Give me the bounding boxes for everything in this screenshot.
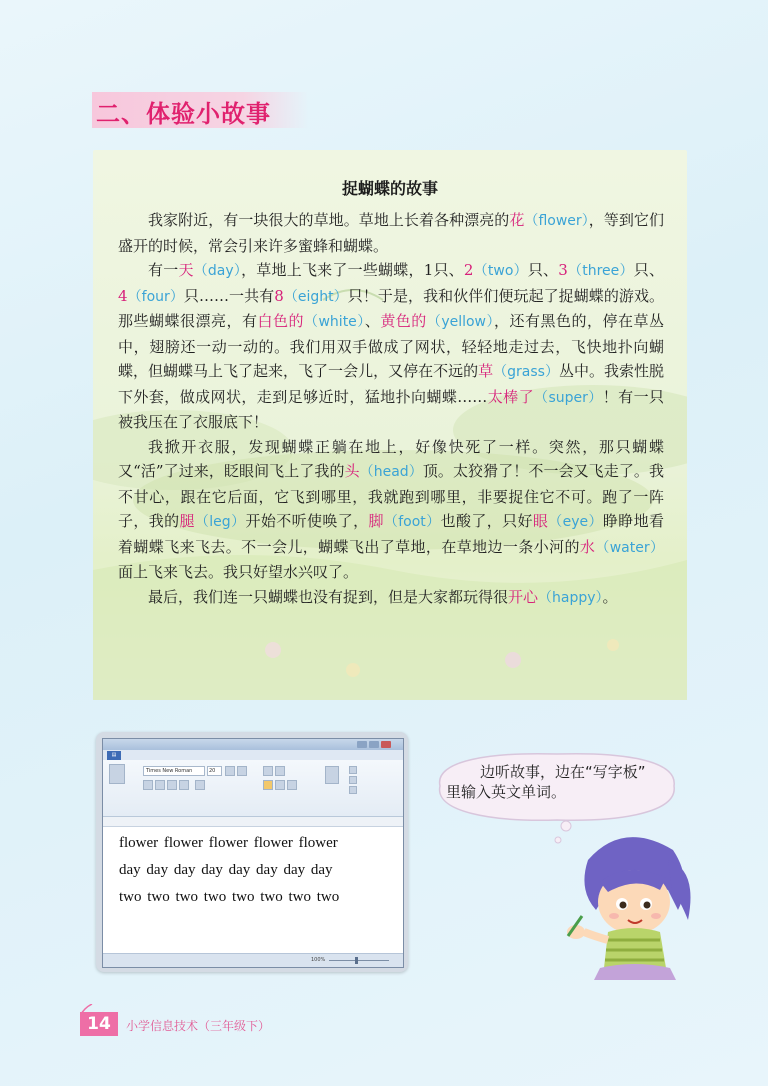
document-area[interactable]	[103, 827, 403, 953]
replace-icon[interactable]	[349, 776, 357, 784]
story-paragraph: 我家附近，有一块很大的草地。草地上长着各种漂亮的花（flower），等到它们盛开的时候，常会引来许多蜜蜂和蝴蝶。	[118, 211, 664, 255]
speech-text	[446, 762, 676, 802]
insert-picture-icon[interactable]	[325, 766, 339, 784]
document-line: flower flower flower flower flower	[119, 835, 338, 851]
girl-illustration	[548, 820, 698, 980]
zoom-slider[interactable]	[329, 960, 389, 961]
close-icon[interactable]	[381, 741, 391, 748]
story-title: 捉蝴蝶的故事	[341, 179, 438, 198]
window-titlebar	[103, 739, 403, 750]
font-family-select[interactable]: Times New Roman	[143, 766, 205, 776]
story-paragraph: 有一天（day），草地上飞来了一些蝴蝶，1只、2（two）只、3（three）只、4（four）只……一共有8（eight）只！于是，我和伙伴们便玩起了捉蝴蝶的游戏。那些蝴蝶很漂亮，有白色的（white）、黄色的（yellow），还有黑色的，停在草丛中，翅膀还一动一动的。我们用双手做成了网状，轻轻地走过去，飞快地扑向蝴蝶，但蝴蝶马上飞了起来，飞了一会儿，又停在不远的草（grass）丛中。我索性脱下外套，做成网状，走到足够近时，猛地扑向蝴蝶……太棒了（super）！有一只被我压在了衣服底下！	[118, 261, 665, 431]
ruler[interactable]	[103, 817, 403, 827]
italic-icon[interactable]	[155, 780, 165, 790]
ribbon	[103, 760, 403, 817]
grow-font-icon[interactable]	[225, 766, 235, 776]
story-box	[93, 150, 687, 700]
section-heading	[92, 92, 308, 128]
underline-icon[interactable]	[167, 780, 177, 790]
indent-icon[interactable]	[263, 766, 273, 776]
paste-icon[interactable]	[109, 764, 125, 784]
strikethrough-icon[interactable]	[179, 780, 189, 790]
document-line: two two two two two two two two	[119, 889, 340, 905]
align-center-icon[interactable]	[275, 780, 285, 790]
ribbon-tabs	[103, 750, 403, 760]
align-left-icon[interactable]	[263, 780, 273, 790]
wordpad-screenshot-frame	[96, 732, 408, 972]
minimize-icon[interactable]	[357, 741, 367, 748]
font-size-select[interactable]: 20	[207, 766, 222, 776]
document-line: day day day day day day day day	[119, 862, 333, 878]
story-paragraph: 我掀开衣服，发现蝴蝶正躺在地上，好像快死了一样。突然，那只蝴蝶又“活”了过来，眨眼间飞上了我的头（head）顶。太狡猾了！不一会又飞走了。我不甘心，跟在它后面，它飞到哪里，我就跑到哪里，非要捉住它不可。跑了一阵子，我的腿（leg）开始不听使唤了，脚（foot）也酸了，只好眼（eye）睁睁地看着蝴蝶飞来飞去。不一会儿，蝴蝶飞出了草地，在草地边一条小河的水（water）面上飞来飞去。我只好望水兴叹了。	[118, 437, 665, 581]
speech-line-2: 里输入英文单词。	[446, 783, 567, 801]
bold-icon[interactable]	[143, 780, 153, 790]
wordpad-window	[102, 738, 404, 968]
footer-decoration	[80, 1004, 360, 1018]
book-title: 小学信息技术（三年级下）	[126, 1019, 271, 1033]
align-right-icon[interactable]	[287, 780, 297, 790]
text-color-icon[interactable]	[195, 780, 205, 790]
story-paragraph: 最后，我们连一只蝴蝶也没有捉到，但是大家都玩得很开心（happy）。	[148, 587, 618, 606]
select-all-icon[interactable]	[349, 786, 357, 794]
story-body	[118, 208, 664, 610]
section-heading-text: 二、体验小故事	[96, 100, 271, 128]
status-bar	[103, 953, 403, 967]
shrink-font-icon[interactable]	[237, 766, 247, 776]
speech-line-1: 边听故事，边在“写字板”	[480, 763, 646, 781]
list-icon[interactable]	[275, 766, 285, 776]
zoom-level: 100%	[311, 957, 326, 963]
zoom-slider-handle[interactable]	[355, 957, 358, 964]
maximize-icon[interactable]	[369, 741, 379, 748]
find-icon[interactable]	[349, 766, 357, 774]
file-menu-button[interactable]: ▤	[107, 751, 121, 760]
page-number: 14	[80, 1012, 118, 1036]
